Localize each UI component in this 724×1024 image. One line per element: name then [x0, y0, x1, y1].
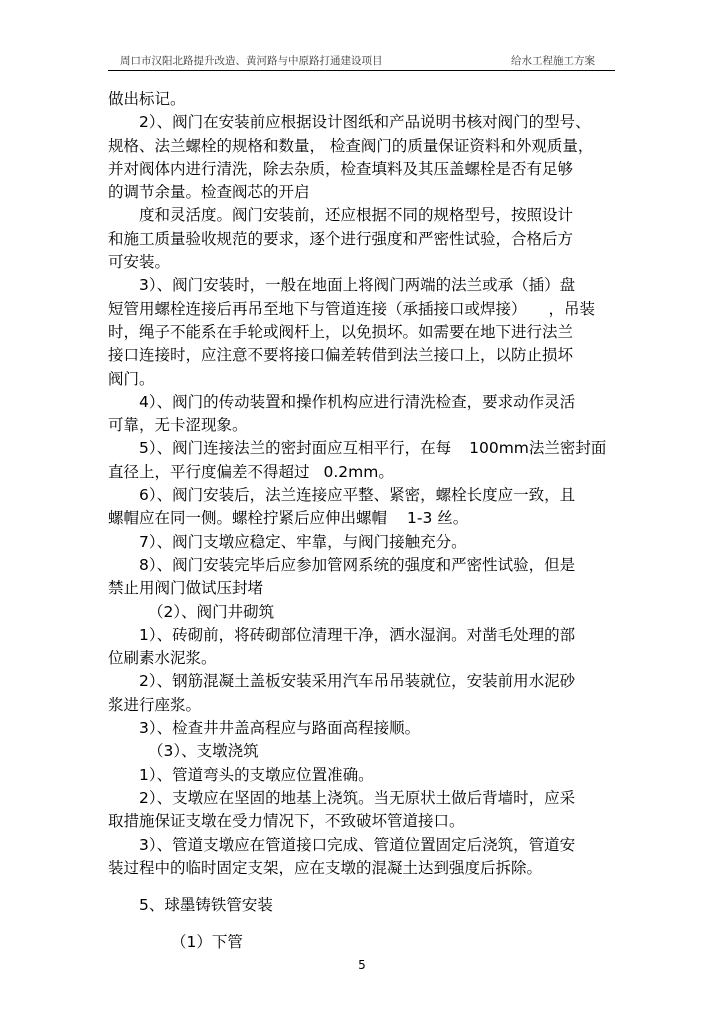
text-line: 度和灵活度。阀门安装前，还应根据不同的规格型号，按照设计	[139, 206, 574, 225]
text-line: 可安装。	[108, 253, 171, 272]
text-segment: 0.2mm。	[323, 462, 394, 481]
text-segment: 100mm法兰密封面	[469, 439, 607, 458]
text-line: 装过程中的临时固定支架，应在支墩的混凝土达到强度后拆除。	[108, 858, 543, 877]
text-line: 接口连接时，应注意不要将接口偏差转借到法兰接口上，以防止损坏	[108, 346, 574, 365]
text-line: 的调节余量。检查阀芯的开启	[108, 183, 310, 202]
section-heading: 5、球墨铸铁管安装	[139, 896, 273, 915]
text-line	[108, 437, 628, 460]
text-line: 3）、阀门安装时，一般在地面上将阀门两端的法兰或承（插）盘	[139, 276, 576, 295]
text-segment: 直径上，平行度偏差不得超过	[108, 462, 310, 481]
document-body	[108, 88, 628, 955]
text-segment: 1-3 丝。	[407, 509, 469, 528]
text-segment: 短管用螺栓连接后再吊至地下与管道连接（承插接口或焊接）	[108, 299, 527, 318]
text-line: 做出标记。	[108, 90, 186, 108]
text-line: 2）、阀门在安装前应根据设计图纸和产品说明书核对阀门的型号、	[139, 113, 591, 132]
text-line: 时，绳子不能系在手轮或阀杆上，以免损坏。如需要在地下进行法兰	[108, 322, 574, 341]
text-line: 1）、管道弯头的支墩应位置准确。	[139, 765, 374, 784]
text-line	[108, 298, 628, 321]
text-line: 3）、检查井井盖高程应与路面高程接顺。	[139, 719, 421, 738]
text-line: 6）、阀门安装后，法兰连接应平整、紧密，螺栓长度应一致，且	[139, 486, 576, 505]
section-heading: （2）、阀门井砌筑	[148, 602, 275, 621]
text-segment: 5）、阀门连接法兰的密封面应互相平行，在每	[139, 439, 452, 458]
text-line: 4）、阀门的传动装置和操作机构应进行清洗检查，要求动作灵活	[139, 392, 576, 411]
text-line: 浆进行座浆。	[108, 695, 202, 714]
text-line: 位刷素水泥浆。	[108, 649, 217, 668]
text-line: 2）、支墩应在坚固的地基上浇筑。当无原状土做后背墙时，应采	[139, 788, 576, 807]
text-segment: 螺帽应在同一侧。螺栓拧紧后应伸出螺帽	[108, 509, 388, 528]
text-line: 3）、管道支墩应在管道接口完成、管道位置固定后浇筑，管道安	[139, 835, 576, 854]
text-line: 禁止用阀门做试压封堵	[108, 579, 264, 598]
text-line: 1）、砖砌前，将砖砌部位清理干净，洒水湿润。对凿毛处理的部	[139, 625, 576, 644]
subsection-heading: （1）下管	[171, 933, 243, 952]
text-line: 规格、法兰螺栓的规格和数量， 检查阀门的质量保证资料和外观质量，	[108, 136, 594, 155]
header-project-title: 周口市汉阳北路提升改造、黄河路与中原路打通建设项目	[120, 55, 383, 67]
text-line: 8）、阀门安装完毕后应参加管网系统的强度和严密性试验，但是	[139, 555, 576, 574]
text-line: 阀门。	[108, 369, 155, 388]
text-line	[108, 461, 628, 484]
text-segment: ，吊装	[548, 299, 596, 318]
text-line: 2）、钢筋混凝土盖板安装采用汽车吊吊装就位，安装前用水泥砂	[139, 672, 576, 691]
section-heading: （3）、支墩浇筑	[148, 742, 259, 761]
text-line	[108, 507, 628, 530]
text-line: 并对阀体内进行清洗，除去杂质，检查填料及其压盖螺栓是否有足够	[108, 159, 574, 178]
page-number: 5	[358, 958, 366, 972]
page-header	[108, 50, 615, 71]
text-line: 和施工质量验收规范的要求，逐个进行强度和严密性试验，合格后方	[108, 229, 574, 248]
header-document-type: 给水工程施工方案	[511, 55, 595, 67]
text-line: 取措施保证支墩在受力情况下，不致破坏管道接口。	[108, 812, 465, 831]
text-line: 7）、阀门支墩应稳定、牢靠，与阀门接触充分。	[139, 532, 467, 551]
text-line: 可靠，无卡涩现象。	[108, 416, 248, 435]
